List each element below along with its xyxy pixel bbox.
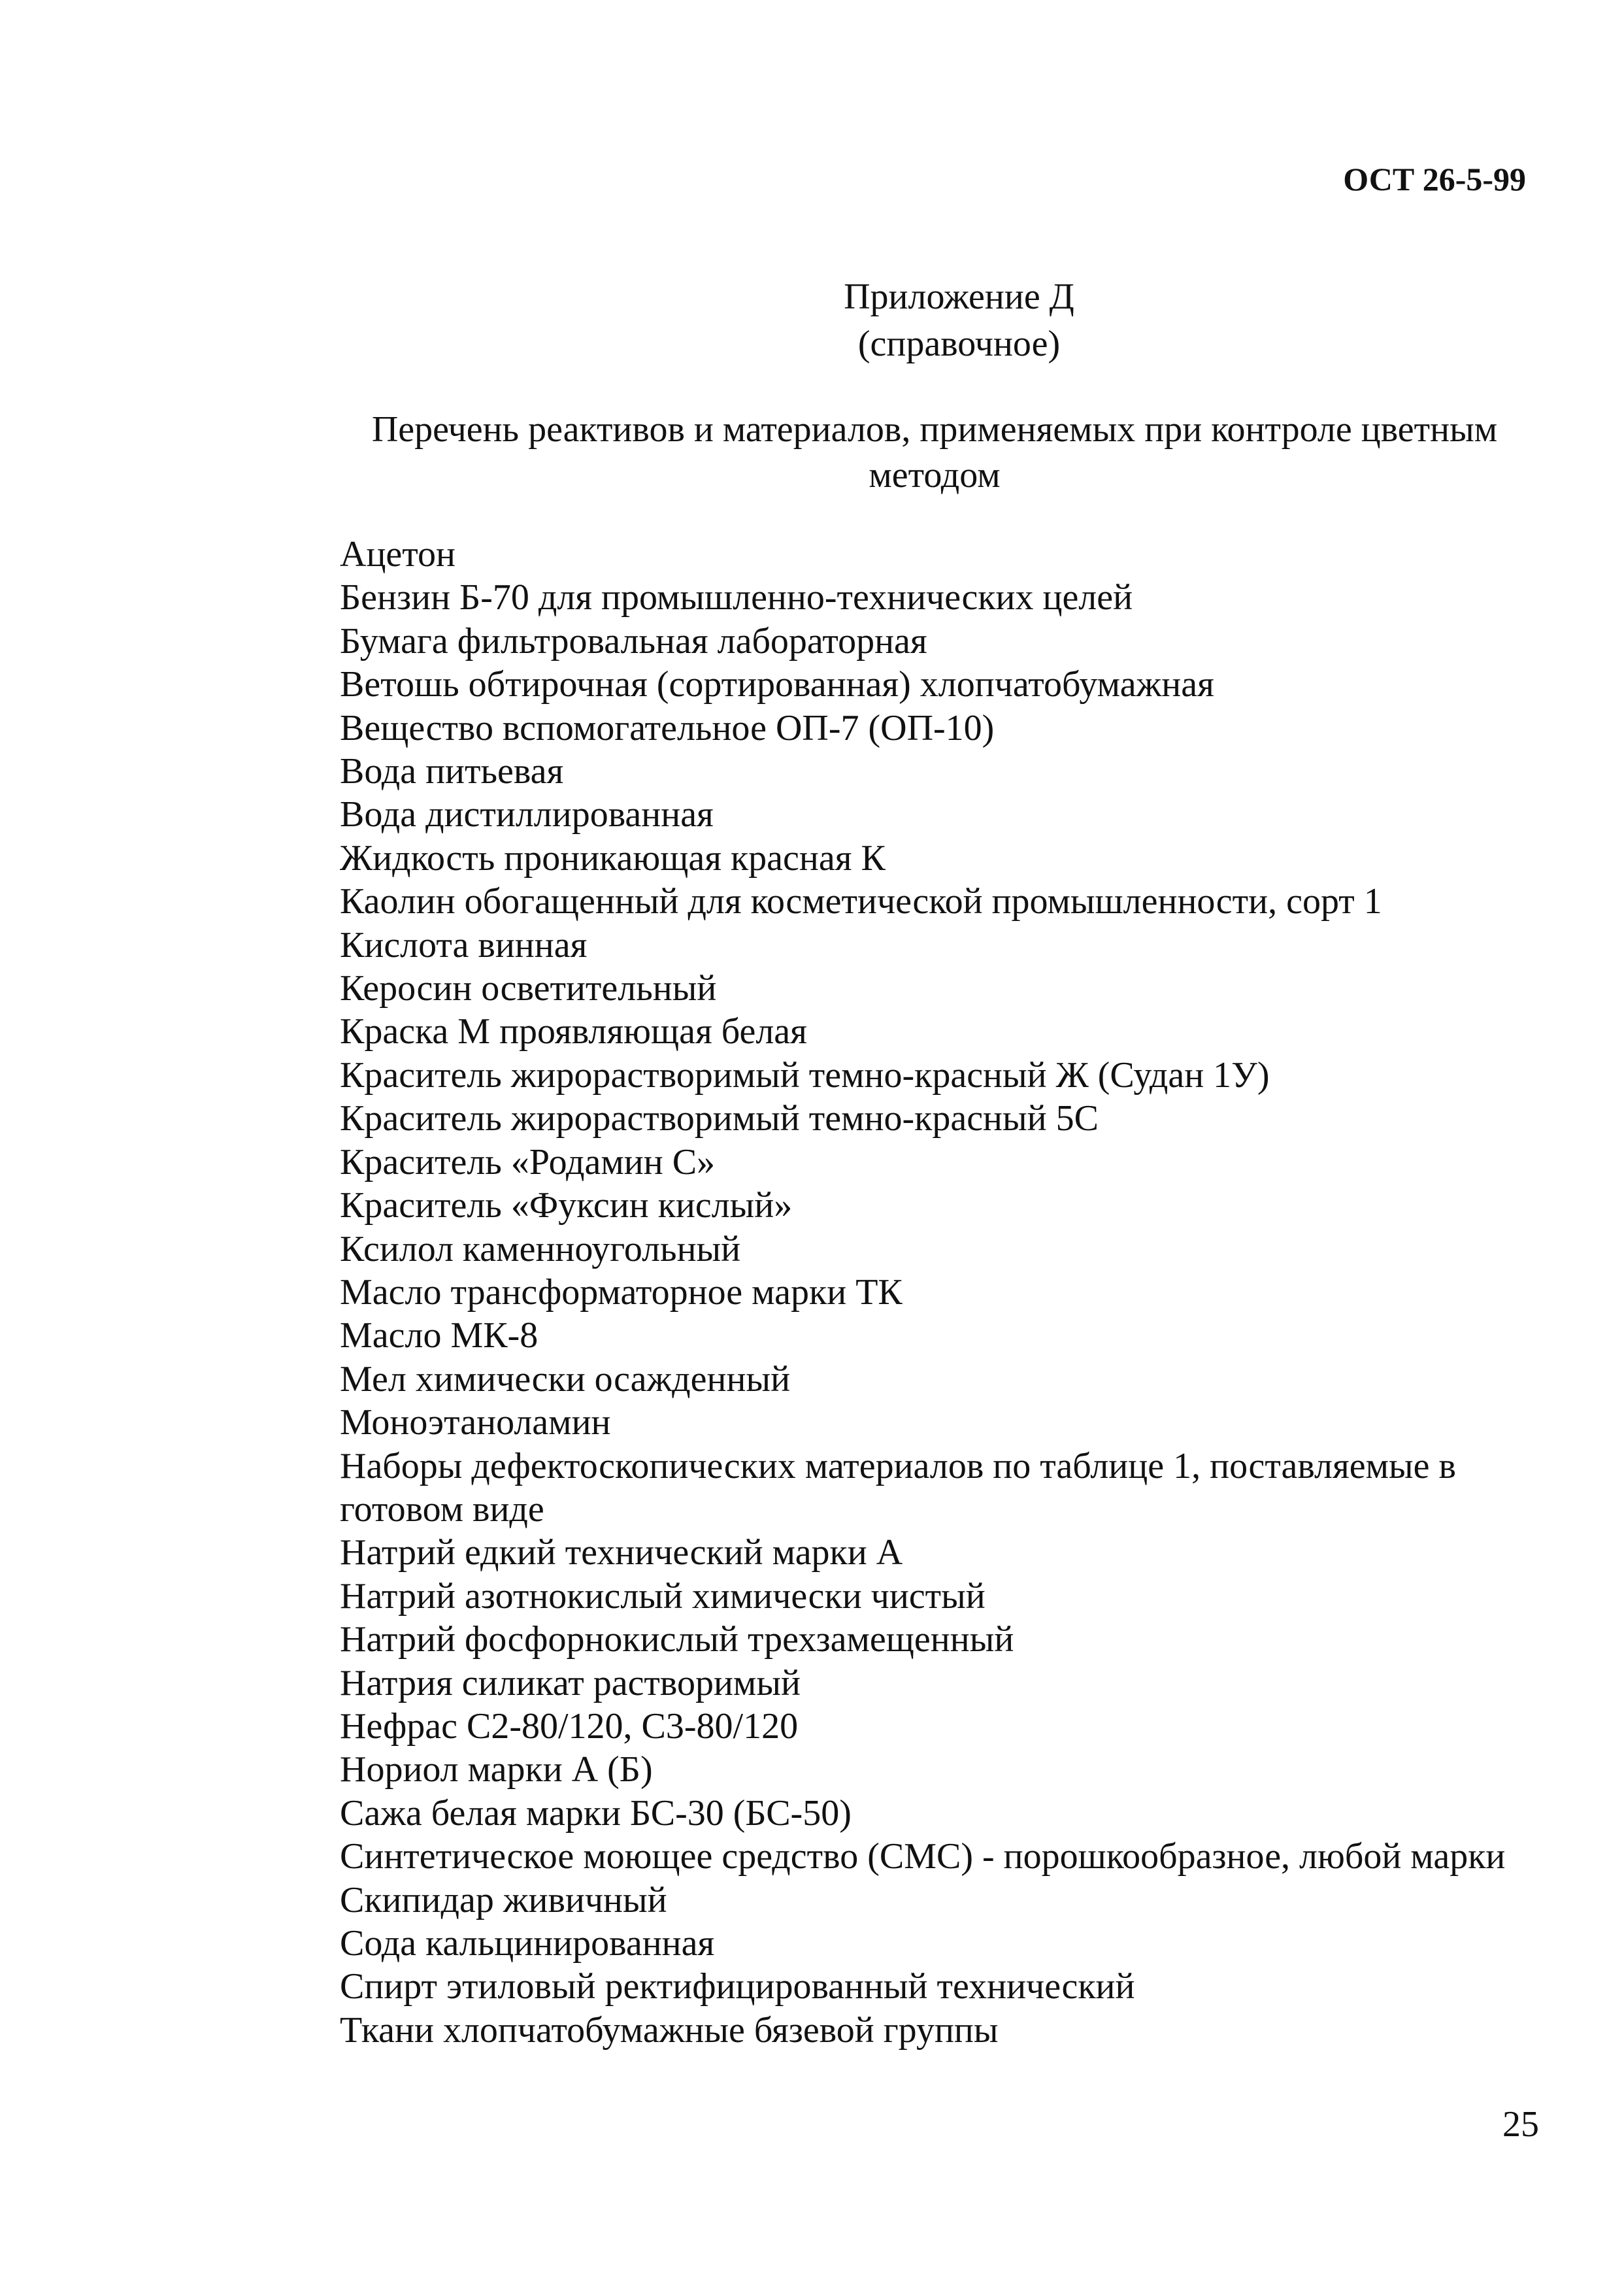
list-item: Синтетическое моющее средство (СМС) - порошкообразное, любой марки bbox=[340, 1836, 1506, 1877]
list-item: Сажа белая марки БС-30 (БС-50) bbox=[340, 1792, 852, 1834]
list-item: Краситель жирорастворимый темно-красный 5С bbox=[340, 1098, 1099, 1139]
list-item: Натрий азотнокислый химически чистый bbox=[340, 1575, 986, 1617]
list-item: Масло трансформаторное марки ТК bbox=[340, 1271, 903, 1313]
appendix-title: Приложение Д bbox=[844, 276, 1074, 317]
list-item: Краситель «Фуксин кислый» bbox=[340, 1185, 793, 1226]
list-item: Сода кальцинированная bbox=[340, 1923, 715, 1964]
list-item: Ткани хлопчатобумажные бязевой группы bbox=[340, 2009, 999, 2051]
list-item: Кислота винная bbox=[340, 924, 588, 965]
appendix-subtitle: (справочное) bbox=[857, 324, 1061, 364]
list-item: Скипидар живичный bbox=[340, 1879, 667, 1920]
list-item: Каолин обогащенный для косметической промышленности, сорт 1 bbox=[340, 881, 1382, 922]
list-item: Масло МК-8 bbox=[340, 1315, 539, 1356]
list-item: Натрий едкий технический марки А bbox=[340, 1532, 903, 1573]
list-item: Ацетон bbox=[340, 534, 456, 575]
list-item: Нефрас С2-80/120, С3-80/120 bbox=[340, 1705, 799, 1747]
list-item: Моноэтаноламин bbox=[340, 1402, 611, 1443]
list-item: Керосин осветительный bbox=[340, 968, 717, 1009]
list-item: Жидкость проникающая красная К bbox=[340, 837, 886, 879]
list-item: Нориол марки А (Б) bbox=[340, 1749, 653, 1790]
list-item: Натрий фосфорнокислый трехзамещенный bbox=[340, 1619, 1014, 1660]
list-item: Бумага фильтровальная лабораторная bbox=[340, 620, 927, 662]
list-item: Вещество вспомогательное ОП-7 (ОП-10) bbox=[340, 707, 995, 748]
list-title: Перечень реактивов и материалов, применяемых при контроле цветным методом bbox=[371, 409, 1498, 495]
list-item: Натрия силикат растворимый bbox=[340, 1662, 801, 1703]
list-item: Наборы дефектоскопических материалов по таблице 1, поставляемые в готовом виде bbox=[340, 1445, 1456, 1530]
list-item: Бензин Б-70 для промышленно-технических целей bbox=[340, 577, 1133, 618]
list-item: Ксилол каменноугольный bbox=[340, 1228, 741, 1269]
list-item: Спирт этиловый ректифицированный технический bbox=[340, 1966, 1135, 2007]
document-code: ОСТ 26-5-99 bbox=[1343, 161, 1526, 197]
list-item: Ветошь обтирочная (сортированная) хлопчатобумажная bbox=[340, 664, 1214, 705]
list-item: Мел химически осажденный bbox=[340, 1358, 791, 1399]
list-item: Краситель жирорастворимый темно-красный Ж (Судан 1У) bbox=[340, 1054, 1270, 1096]
list-item: Вода дистиллированная bbox=[340, 794, 714, 835]
list-item: Вода питьевая bbox=[340, 751, 564, 792]
list-item: Краска М проявляющая белая bbox=[340, 1011, 807, 1052]
materials-list bbox=[340, 533, 1516, 2052]
appendix-heading bbox=[0, 273, 1624, 367]
list-item: Краситель «Родамин С» bbox=[340, 1141, 716, 1182]
page-number: 25 bbox=[1502, 2104, 1539, 2145]
